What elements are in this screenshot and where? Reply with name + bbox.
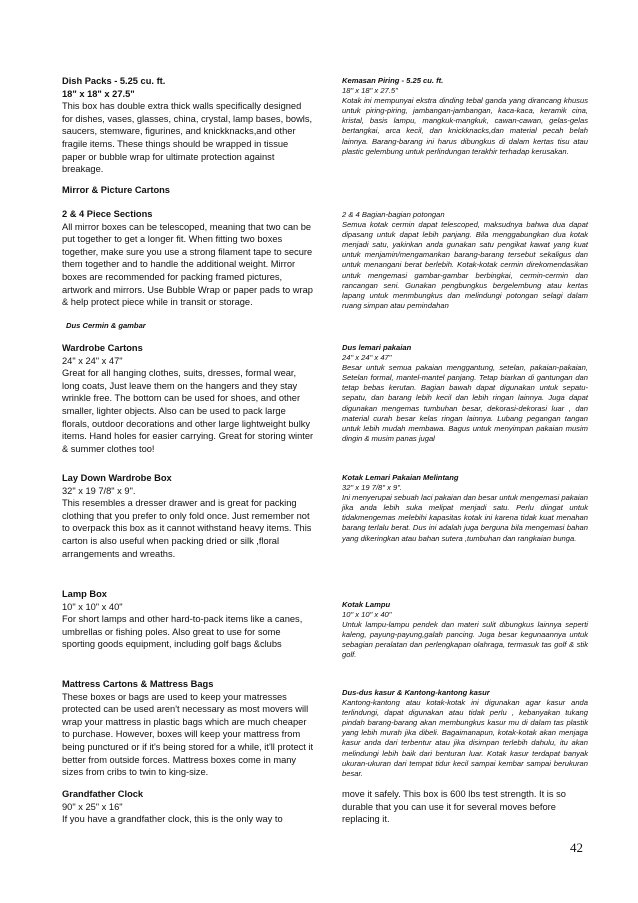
wardrobe-size-id: 24" x 24" x 47" <box>342 353 392 363</box>
lamp-size-en: 10" x 10" x 40" <box>62 601 123 612</box>
grandfather-en <box>62 788 314 826</box>
mattress-title-en: Mattress Cartons & Mattress Bags <box>62 679 214 689</box>
grandfather-body-en: If you have a grandfather clock, this is the only way to <box>62 814 283 825</box>
grandfather-continued: move it safely. This box is 600 lbs test strength. It is so durable that you can use it for several moves before replacing it. <box>342 789 566 825</box>
dish-packs-id <box>342 76 588 157</box>
sections-en <box>62 208 314 309</box>
mattress-en <box>62 678 314 779</box>
dus-cermin-label: Dus Cermin & gambar <box>66 321 146 330</box>
sections-body-en: All mirror boxes can be telescoped, meaning that two can be put together to get a longer fit. When fitting two boxes together, make sure you use a strong filament tape to secure them together and to handle the additional weight. Mirror boxes are recommended for packing framed pictures, artwork and mirrors. Use Bubble Wrap or paper pads to wrap & help protect piece while in transit or storage. <box>62 221 313 308</box>
laydown-title-id: Kotak Lemari Pakaian Melintang <box>342 473 459 482</box>
wardrobe-id <box>342 343 588 444</box>
wardrobe-body-en: Great for all hanging clothes, suits, dresses, formal wear, long coats, Just leave them on the hangers and they stay wrinkle free. The bottom can be used for shoes, and other smaller, lighter objects. Also can be used to pack large florals, outdoor decorations and other large lightweight bulky items. Hand holes for easier carrying. Great for storing winter & summer clothes too! <box>62 368 314 454</box>
dish-title-en: Dish Packs - 5.25 cu. ft. <box>62 76 166 86</box>
wardrobe-title-en: Wardrobe Cartons <box>62 343 143 353</box>
dish-body-id: Kotak ini mempunyai ekstra dinding tebal ganda yang dirancang khusus untuk piring-piring, jambangan-jambangan, kaca-kaca, keramik cina, kristal, basis lampu, mangkuk-mangkuk, cawan-cawan, gelas-gelas bertangkai, arca kecil, dan knickknacks,dan material pecah belah lainnya. Barang-barang ini harus dibungkus di dalam kertas tisu atau plastic gelembung untuk perlindungan terakhir terhadap kerusakan. <box>342 96 588 156</box>
lamp-title-id: Kotak Lampu <box>342 600 391 609</box>
grandfather-title-en: Grandfather Clock <box>62 789 144 799</box>
laydown-id <box>342 473 588 544</box>
lamp-title-en: Lamp Box <box>62 589 107 599</box>
lamp-body-id: Untuk lampu-lampu pendek dan materi sulit dibungkus lainnya seperti kaleng, payung-payung,galah pancing. Juga besar kegunaannya untuk sebagian peralatan dan perlengkapan olahraga, termasuk tas golf & stik golf. <box>342 620 588 660</box>
lamp-id <box>342 600 588 661</box>
mattress-body-id: Kantong-kantong atau kotak-kotak ini digunakan agar kasur anda terlindungi, dapat digunakan atau tidak perlu , kebanyakan tukang pindah barang-barang akan membungkus kasur mu di dalam tas plastik yang lebih murah jika dibeli. Bagaimanapun, kotak-kotak akan menjaga kasur anda dari terbentur atau jika disimpan terlebih dahulu, itu akan melindungi lebih baik dari benturan luar. Kotak kasur terdapat banyak ukuran-ukuran dari tempat tidur kecil sampai kembar sampai berukuran besar. <box>342 698 588 778</box>
wardrobe-body-id: Besar untuk semua pakaian menggantung, setelan, pakaian-pakaian, Setelan formal, mantel-mantel panjang. Tetap biarkan di gantungan dan tetap bebas kerutan. Bagian bawah dapat digunakan untuk sepatu-sepatu, dan barang lebih kecil dan lebih ringan lainnya. Juga dapat digunakan mengemas tumbuhan besar, dekorasi-dekorasi luar , dan material curah besar kelas ringan lainnya. Lubang pegangan tangan untuk lebih mudah membawa. Bagus untuk menyimpan pakaian musim dingin & musim panas jugal <box>342 363 588 443</box>
wardrobe-en <box>62 342 314 455</box>
sections-title-en: 2 & 4 Piece Sections <box>62 209 153 219</box>
wardrobe-size-en: 24" x 24" x 47" <box>62 355 123 366</box>
laydown-title-en: Lay Down Wardrobe Box <box>62 473 172 483</box>
dish-title-id: Kemasan Piring - 5.25 cu. ft. <box>342 76 444 85</box>
dish-size-en: 18" x 18" x 27.5" <box>62 88 135 99</box>
laydown-body-en: This resembles a dresser drawer and is great for packing clothing that you prefer to only fold once. Just remember not to overpack this box as it cannot withstand heavy items. This carton is also useful when packing dried or silk ,floral arrangements and wreaths. <box>62 498 312 559</box>
mattress-id <box>342 688 588 779</box>
lamp-en <box>62 588 314 651</box>
laydown-body-id: Ini menyerupai sebuah laci pakaian dan besar untuk mengemasi pakaian jika anda lebih suka melipat menjadi satu. Perlu diingat untuk tidakmengemas melebihi kapasitas kotak ini karena tidak kuat menahan barang terlalu berat. Dus ini adalah juga berguna bila mengemasi bahan yang dikeringkan atau bahan sutera ,tumbuhan dan rangkaian bunga. <box>342 493 588 543</box>
mattress-title-id: Dus-dus kasur & Kantong-kantong kasur <box>342 688 490 697</box>
grandfather-size-en: 90" x 25" x 16" <box>62 801 123 812</box>
dish-body-en: This box has double extra thick walls specifically designed for dishes, vases, glasses, china, crystal, lamp bases, bowls, saucers, stemware, figurines, and knickknacks,and other fragile items. These things should be wrapped in tissue paper or bubble wrap for ultimate protection against breakage. <box>62 101 313 175</box>
laydown-size-en: 32" x 19 7/8" x 9". <box>62 485 136 496</box>
sections-id <box>342 210 588 311</box>
page-number: 42 <box>570 840 583 855</box>
dish-size-id: 18" x 18" x 27.5" <box>342 86 398 96</box>
lamp-size-id: 10" x 10" x 40" <box>342 610 392 620</box>
sections-body-id: Semua kotak cermin dapat telescoped, maksudnya bahwa dua dapat dipasang untuk dapat lebih panjang. Bila menggabungkan dua kotak menjadi satu, yakinkan anda gunakan satu pengikat kawat yang kuat untuk menjamin/mengamankan barang-barang tersebut sekaligus dan untuk menangani berat berlebih. Kotak-kotak cermin direkomendasikan untuk mengemasi gambar-gambar berbingkai, cermin-cermin dan rancangan seni. Gunakan pengbungkus bergelembung atau kertas lapang untuk menmbungkus dan melindungi potongan selagi dalam ruang simpan atau pemindahan <box>342 220 588 310</box>
laydown-en <box>62 472 314 560</box>
dish-packs-en <box>62 75 314 176</box>
wardrobe-title-id: Dus lemari pakaian <box>342 343 412 352</box>
laydown-size-id: 32" x 19 7/8" x 9". <box>342 483 403 493</box>
mattress-body-en: These boxes or bags are used to keep your matresses protected can be used aren't necessary as most movers will wrap your mattress in plastic bags which are much cheaper to purchase. However, boxes will keep your mattress from being punctured or if it's being stored for a while, it'll protect it better from outside forces. Mattress boxes come in many sizes from cribs to twin to king-size. <box>62 691 314 778</box>
lamp-body-en: For short lamps and other hard-to-pack items like a canes, umbrellas or fishing poles. Also great to use for some sporting goods equipment, including golf bags &clubs <box>62 614 303 650</box>
mirror-heading: Mirror & Picture Cartons <box>62 185 170 195</box>
sections-title-id: 2 & 4 Bagian-bagian potongan <box>342 210 445 219</box>
